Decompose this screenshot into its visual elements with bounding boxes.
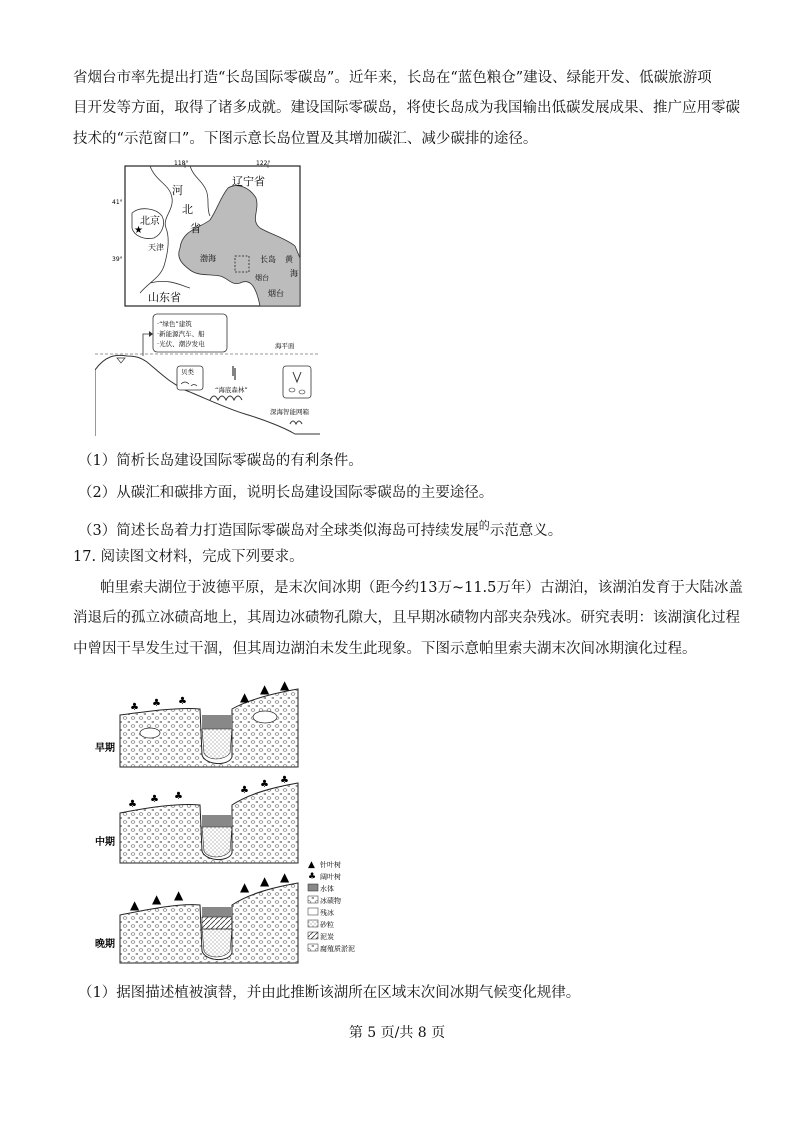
q17-header: 17. 阅读图文材料，完成下列要求。 [73,549,304,565]
map-label-bei: 北 [182,203,193,216]
q17-sub-1: （1）据图描述植被演替，并由此推断该湖所在区域末次间冰期气候变化规律。 [78,985,581,1001]
map-tianjin: 天津 [148,243,164,252]
q16-sub-3 [78,516,562,541]
beijing-star-icon: ★ [134,225,143,236]
mid-stage-section [95,775,298,863]
profile-ranch: 深海智能网箱 [270,408,309,416]
q16-sub-1: （1）简析长岛建设国际零碳岛的有利条件。 [78,453,363,469]
label-late: 晚期 [95,939,115,950]
broadleaf-tree-icon: ♣ [128,799,137,810]
profile-sea-level: 海平面 [275,342,295,350]
legend-conifer: 针叶树 [320,861,341,869]
intro-line-2: 目开发等方面，取得了诸多成就。建设国际零碳岛，将使长岛成为我国输出低碳发展成果、推广应用零碳 [73,100,740,116]
q16-sub-3-b: 的 [478,519,490,532]
conifer-tree-icon: ▲ [152,892,162,906]
conifer-tree-icon: ▲ [260,682,270,696]
map-bohai: 渤海 [200,254,216,263]
map-beijing: 北京 [140,216,160,227]
profile-box-line-1: ·“绿色”建筑 [157,320,192,328]
q17-para-1: 帕里索夫湖位于波德平原，是末次间冰期（距今约13万~11.5万年）古湖泊，该湖泊发育于大陆冰盖 [100,580,743,596]
intro-line-3: 技术的“示范窗口”。下图示意长岛位置及其增加碳汇、减少碳排的途径。 [73,131,538,147]
map-lat-41: 41° [112,199,123,206]
carbon-pathway-profile [95,310,325,440]
page-footer: 第 5 页/共 8 页 [348,1025,446,1041]
profile-seaweed: “海底森林” [215,386,248,394]
broadleaf-tree-icon: ♣ [280,775,289,786]
broadleaf-tree-icon: ♣ [152,698,161,709]
intro-line-1: 省烟台市率先提出打造“长岛国际零碳岛”。近年来，长岛在“蓝色粮仓”建设、绿能开发、低碳旅游项 [73,70,712,86]
broadleaf-tree-icon: ♣ [150,794,159,805]
conifer-tree-icon: ▲ [240,690,250,704]
map-huang: 黄 [285,255,293,264]
conifer-tree-icon: ▲ [130,898,140,912]
late-stage-section [95,870,298,963]
map-lon-122: 122° [256,160,271,167]
q16-sub-3-c: 示范意义。 [489,522,563,539]
q16-sub-2: （2）从碳汇和碳排方面，说明长岛建设国际零碳岛的主要途径。 [78,485,494,501]
map-changdao: 长岛 [260,255,276,264]
conifer-tree-icon: ▲ [260,874,270,888]
q16-sub-3-a: （3）简述长岛着力打造国际零碳岛对全球类似海岛可持续发展 [78,522,479,539]
conifer-tree-icon: ▲ [174,888,184,902]
profile-box-line-3: ·光伏、潮汐发电 [157,340,205,348]
broadleaf-tree-icon: ♣ [174,791,183,802]
q17-para-2: 消退后的孤立冰碛高地上，其周边冰碛物孔隙大，且早期冰碛物内部夹杂残冰。研究表明：该湖演化过程 [73,610,740,626]
legend-sand: 砂粒 [320,921,334,929]
changdao-location-map [110,158,310,308]
map-label-he: 河 [172,184,183,197]
label-early: 早期 [95,743,115,754]
legend-dead-ice: 残冰 [320,909,334,917]
profile-shellfish: 贝类 [181,368,194,376]
q17-para-3: 中曾因干旱发生过干涸，但其周边湖泊未发生此现象。下图示意帕里索夫湖末次间冰期演化过程。 [73,641,697,657]
legend-peat: 泥炭 [320,933,334,941]
broadleaf-tree-icon: ♣ [130,702,139,713]
broadleaf-tree-icon: ♣ [178,696,187,707]
legend-conifer-icon: ▲ [308,860,315,870]
legend [308,860,355,953]
map-label-sheng: 省 [190,222,201,235]
conifer-tree-icon: ▲ [280,870,290,884]
label-mid: 中期 [95,837,115,848]
lake-evolution-figure [90,675,370,970]
map-yantai-small: 烟台 [255,274,269,282]
broadleaf-tree-icon: ♣ [260,779,269,790]
map-lat-39: 39° [112,256,123,263]
map-yantai: 烟台 [268,289,284,298]
legend-water: 水体 [320,885,334,893]
legend-broadleaf-icon: ♣ [308,872,317,882]
conifer-tree-icon: ▲ [240,880,250,894]
map-shandong: 山东省 [148,291,181,304]
legend-humus-mud: 腐殖质淤泥 [320,945,355,953]
broadleaf-tree-icon: ♣ [240,785,249,796]
conifer-tree-icon: ▲ [280,678,290,692]
profile-box-line-2: ·新能源汽车、船 [157,330,205,338]
map-lon-118: 118° [174,160,189,167]
early-stage-section [95,678,298,767]
legend-till: 冰碛物 [320,897,341,905]
map-hai: 海 [290,269,298,278]
map-liaoning: 辽宁省 [232,175,265,188]
legend-broadleaf: 阔叶树 [320,873,341,881]
